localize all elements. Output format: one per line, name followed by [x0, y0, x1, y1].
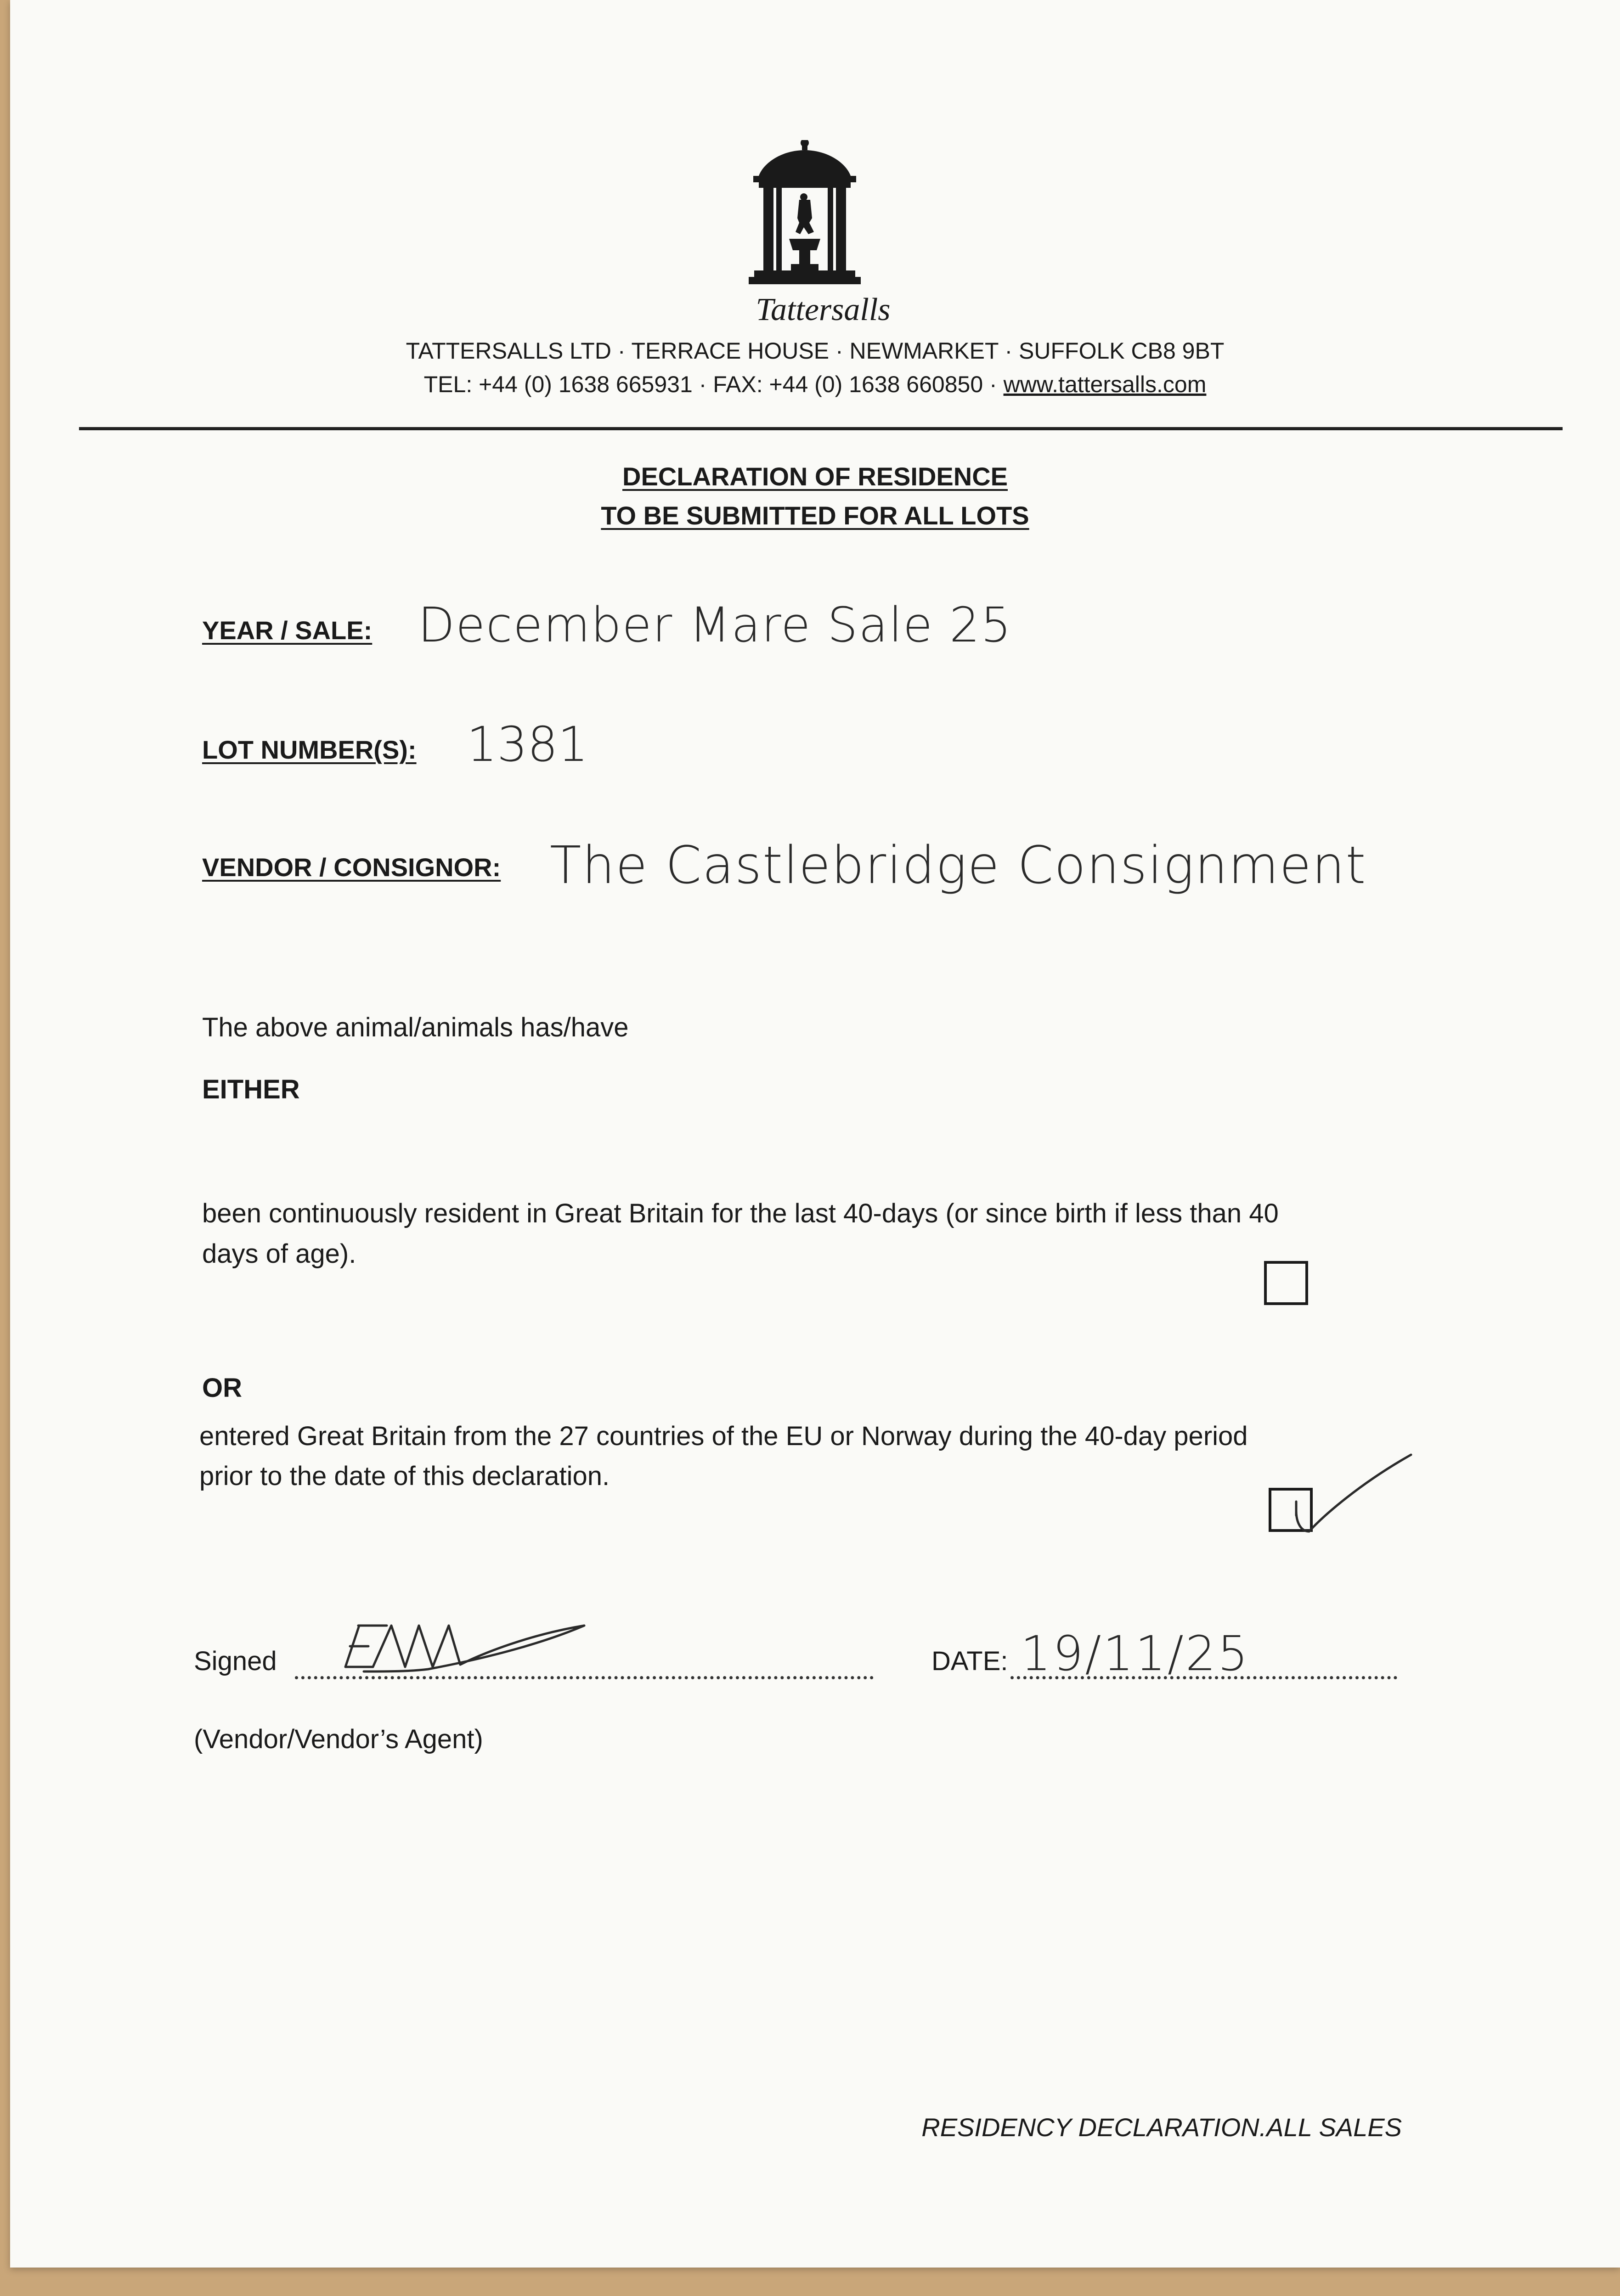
or-heading: OR — [202, 1373, 242, 1403]
year-sale-label: YEAR / SALE: — [202, 616, 373, 645]
date-value[interactable]: 19/11/25 — [1021, 1626, 1250, 1682]
checkmark-icon — [1269, 1446, 1416, 1543]
date-label: DATE: — [931, 1646, 1008, 1676]
signed-label: Signed — [194, 1646, 277, 1676]
form-subtitle: TO BE SUBMITTED FOR ALL LOTS — [601, 501, 1029, 530]
lot-numbers-label: LOT NUMBER(S): — [202, 735, 417, 764]
option-a-text-line2: days of age). — [202, 1239, 356, 1269]
lot-numbers-value[interactable]: 1381 — [467, 716, 588, 772]
company-address: TATTERSALLS LTD · TERRACE HOUSE · NEWMARKET · SUFFOLK CB8 9BT — [406, 338, 1225, 364]
signer-caption: (Vendor/Vendor’s Agent) — [194, 1724, 483, 1754]
either-heading: EITHER — [202, 1075, 300, 1104]
form-reference: RESIDENCY DECLARATION.ALL SALES — [921, 2113, 1402, 2142]
vendor-consignor-label: VENDOR / CONSIGNOR: — [202, 853, 501, 882]
header-divider — [79, 427, 1563, 430]
vendor-consignor-value[interactable]: The Castlebridge Consignment — [550, 836, 1367, 895]
signature-icon[interactable] — [336, 1607, 593, 1676]
website-link[interactable]: www.tattersalls.com — [1003, 371, 1207, 397]
option-b-text-line2: prior to the date of this declaration. — [199, 1461, 610, 1491]
option-b-text-line1: entered Great Britain from the 27 countries of the EU or Norway during the 40-day period — [199, 1421, 1248, 1451]
company-contact — [286, 371, 1344, 398]
intro-text: The above animal/animals has/have — [202, 1013, 629, 1042]
contact-phone-fax: TEL: +44 (0) 1638 665931 · FAX: +44 (0) 1638 660850 · — [423, 371, 1004, 397]
option-a-text-line1: been continuously resident in Great Britain for the last 40-days (or since birth if less than 40 — [202, 1199, 1279, 1228]
declaration-sheet — [10, 0, 1620, 2268]
brand-name: Tattersalls — [756, 292, 891, 327]
signature-line — [295, 1676, 874, 1679]
option-a-checkbox[interactable] — [1264, 1261, 1308, 1305]
year-sale-value[interactable]: December Mare Sale 25 — [418, 597, 1012, 653]
form-title: DECLARATION OF RESIDENCE — [622, 462, 1008, 491]
tattersalls-logo-icon — [745, 140, 864, 296]
